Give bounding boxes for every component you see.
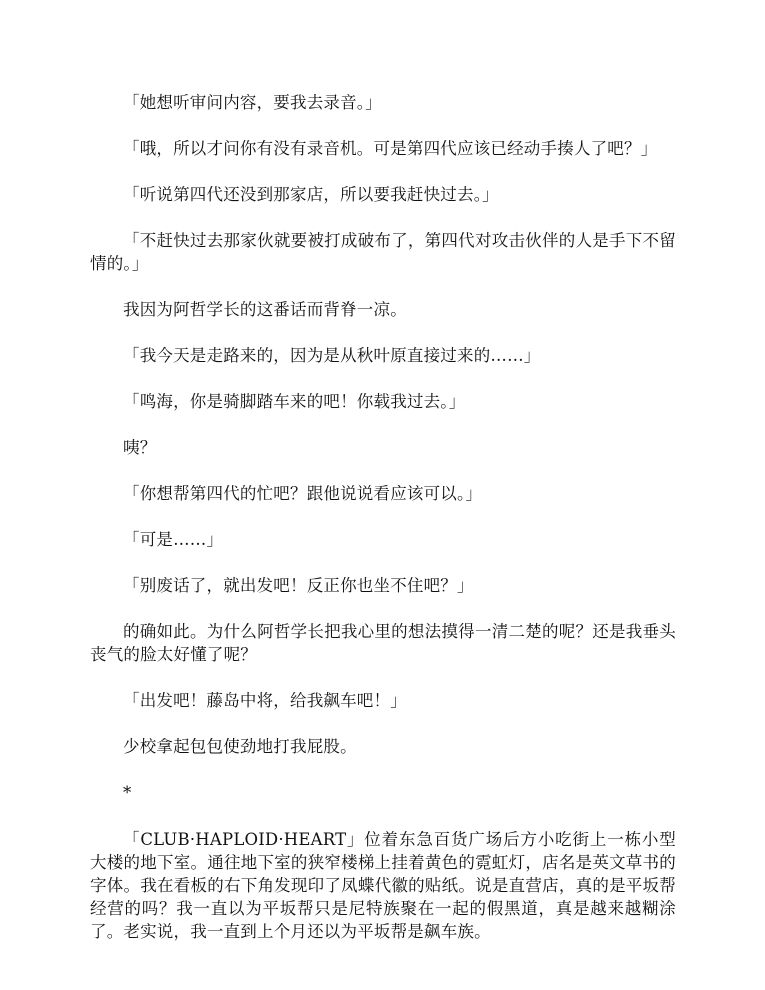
section-separator: * — [123, 783, 132, 802]
paragraph-6: 「我今天是走路来的，因为是从秋叶原直接过来的……」 — [123, 346, 541, 365]
paragraph-5: 我因为阿哲学长的这番话而背脊一凉。 — [123, 300, 407, 319]
paragraph-9: 「你想帮第四代的忙吧？跟他说说看应该可以。」 — [123, 484, 483, 503]
paragraph-12: 的确如此。为什么阿哲学长把我心里的想法摸得一清二楚的呢？还是我垂头丧气的脸太好懂了呢？ — [90, 622, 676, 664]
paragraph-15: 「CLUB·HAPLOID·HEART」位着东急百货广场后方小吃街上一栋小型大楼的地下室。通往地下室的狭窄楼梯上挂着黄色的霓虹灯，店名是英文草书的字体。我在看板的右下角发现印了凤蝶代徽的贴纸。说是直营店，真的是平坂帮经营的吗？我一直以为平坂帮只是尼特族聚在一起的假黑道，真是越来越糊涂了。老实说，我一直到上个月还以为平坂帮是飙车族。 — [90, 830, 676, 941]
paragraph-4: 「不赶快过去那家伙就要被打成破布了，第四代对攻击伙伴的人是手下不留情的。」 — [90, 231, 676, 273]
paragraph-10: 「可是……」 — [123, 530, 224, 549]
paragraph-8: 咦？ — [123, 438, 157, 457]
paragraph-2: 「哦，所以才问你有没有录音机。可是第四代应该已经动手揍人了吧？」 — [123, 139, 658, 158]
paragraph-7: 「鸣海，你是骑脚踏车来的吧！你载我过去。」 — [123, 392, 466, 411]
paragraph-11: 「别废话了，就出发吧！反正你也坐不住吧？」 — [123, 576, 474, 595]
document-page — [90, 91, 676, 966]
paragraph-13: 「出发吧！藤岛中将，给我飙车吧！」 — [123, 691, 407, 710]
paragraph-14: 少校拿起包包使劲地打我屁股。 — [123, 737, 357, 756]
paragraph-3: 「听说第四代还没到那家店，所以要我赶快过去。」 — [123, 185, 499, 204]
paragraph-1: 「她想听审问内容，要我去录音。」 — [123, 93, 382, 112]
